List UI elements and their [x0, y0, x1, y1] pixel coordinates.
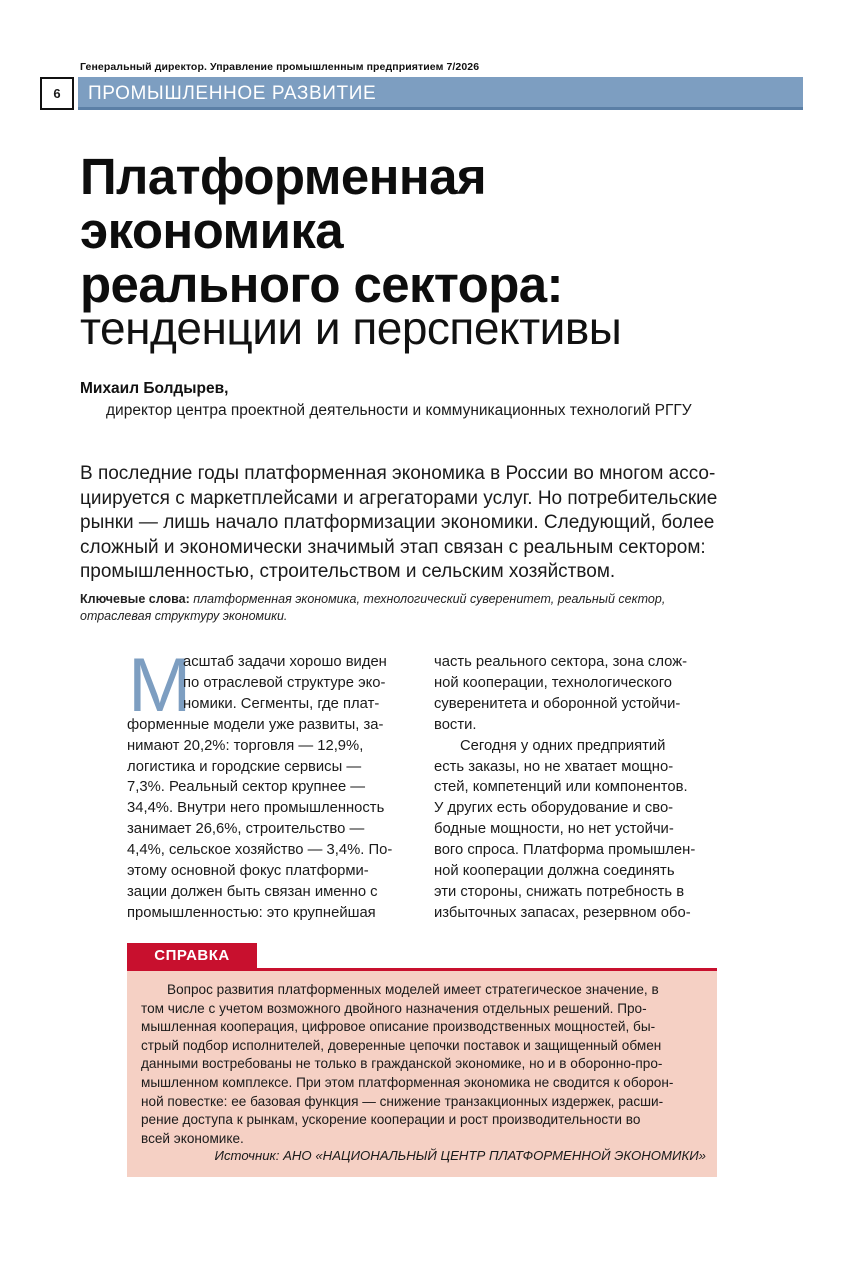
- page-number: 6: [40, 77, 74, 110]
- body-line: суверенитета и оборонной устойчи-: [434, 695, 681, 712]
- body-line: по отраслевой структуре эко-: [183, 674, 386, 691]
- title-line: реального сектора:: [80, 256, 563, 313]
- body-line: зации должен быть связан именно с: [127, 883, 378, 900]
- reference-line: данными востребованы не только в гражданской экономике, но и в оборонно-про-: [141, 1056, 663, 1072]
- body-line: логистика и городские сервисы —: [127, 758, 362, 775]
- reference-line: стрый подбор исполнителей, доверенные цепочки поставок и защищенный обмен: [141, 1037, 662, 1053]
- reference-tab: СПРАВКА: [127, 943, 257, 969]
- keywords-label: Ключевые слова:: [80, 592, 190, 606]
- reference-text: [141, 981, 706, 1148]
- reference-source: Источник: АНО «НАЦИОНАЛЬНЫЙ ЦЕНТР ПЛАТФОРМЕННОЙ ЭКОНОМИКИ»: [214, 1148, 706, 1163]
- lead-line: сложный и экономически значимый этап связан с реальным сектором:: [80, 536, 706, 558]
- body-line: есть заказы, но не хватает мощно-: [434, 758, 674, 775]
- section-bar: [78, 77, 803, 110]
- lead-line: В последние годы платформенная экономика в России во многом ассо-: [80, 463, 716, 484]
- body-line: номики. Сегменты, где плат-: [183, 695, 380, 712]
- body-line: форменные модели уже развиты, за-: [127, 716, 384, 733]
- lead-paragraph: [80, 462, 720, 585]
- title-line: Платформенная: [80, 148, 487, 205]
- body-line: занимает 26,6%, строительство —: [127, 821, 365, 838]
- reference-line: ной повестке: ее базовая функция — снижение транзакционных издержек, расши-: [141, 1093, 664, 1109]
- keywords-text: платформенная экономика, технологический суверенитет, реальный сектор,: [193, 592, 666, 606]
- article-title: [80, 150, 563, 312]
- reference-line: мышленном комплексе. При этом платформенная экономика не сводится к оборон-: [141, 1074, 674, 1090]
- reference-line: рение доступа к рынкам, ускорение кооперации и рост производительности во: [141, 1112, 641, 1128]
- keywords: [80, 591, 720, 625]
- reference-line: всей экономике.: [141, 1130, 244, 1146]
- body-line: 34,4%. Внутри него промышленность: [127, 800, 385, 817]
- body-line: ной кооперации, технологического: [434, 674, 672, 691]
- reference-line: Вопрос развития платформенных моделей имеет стратегическое значение, в: [167, 982, 659, 997]
- body-line: У других есть оборудование и сво-: [434, 800, 674, 817]
- section-title: ПРОМЫШЛЕННОЕ РАЗВИТИЕ: [88, 83, 377, 104]
- body-line: асштаб задачи хорошо виден: [183, 654, 387, 670]
- body-line: нимают 20,2%: торговля — 12,9%,: [127, 737, 364, 754]
- lead-line: циируется с маркетплейсами и агрегаторами услуг. Но потребительские: [80, 487, 718, 509]
- title-line: экономика: [80, 202, 344, 259]
- lead-line: промышленностью, строительством и сельским хозяйством.: [80, 561, 616, 582]
- reference-line: мышленная кооперация, цифровое описание производственных мощностей, бы-: [141, 1019, 656, 1035]
- body-line: этому основной фокус платформи-: [127, 863, 369, 880]
- body-line: избыточных запасах, резервном обо-: [434, 904, 691, 921]
- body-line: вого спроса. Платформа промышлен-: [434, 842, 696, 859]
- body-line: Сегодня у одних предприятий: [460, 737, 666, 754]
- body-line: эти стороны, снижать потребность в: [434, 883, 685, 900]
- keywords-text: отраслевая структуру экономики.: [80, 609, 288, 623]
- article-subtitle: тенденции и перспективы: [80, 302, 622, 354]
- journal-header: Генеральный директор. Управление промышленным предприятием 7/2026: [80, 61, 480, 73]
- body-line: стей, компетенций или компонентов.: [434, 779, 688, 796]
- author-role: директор центра проектной деятельности и коммуникационных технологий РГГУ: [106, 402, 692, 419]
- reference-line: том числе с учетом возможного двойного назначения отдельных решений. Про-: [141, 1000, 647, 1016]
- body-line: ной кооперации должна соединять: [434, 863, 675, 880]
- body-line: бодные мощности, но нет устойчи-: [434, 821, 674, 838]
- author-name: Михаил Болдырев,: [80, 380, 229, 397]
- lead-line: рынки — лишь начало платформизации экономики. Следующий, более: [80, 512, 715, 533]
- body-column-right: [434, 652, 720, 924]
- drop-cap: М: [128, 643, 192, 728]
- body-line: промышленностью: это крупнейшая: [127, 904, 376, 921]
- body-line: 7,3%. Реальный сектор крупнее —: [127, 779, 366, 796]
- body-line: 4,4%, сельское хозяйство — 3,4%. По-: [127, 842, 393, 859]
- body-column-left: [127, 652, 409, 924]
- body-line: вости.: [434, 716, 477, 733]
- body-line: часть реального сектора, зона слож-: [434, 654, 688, 670]
